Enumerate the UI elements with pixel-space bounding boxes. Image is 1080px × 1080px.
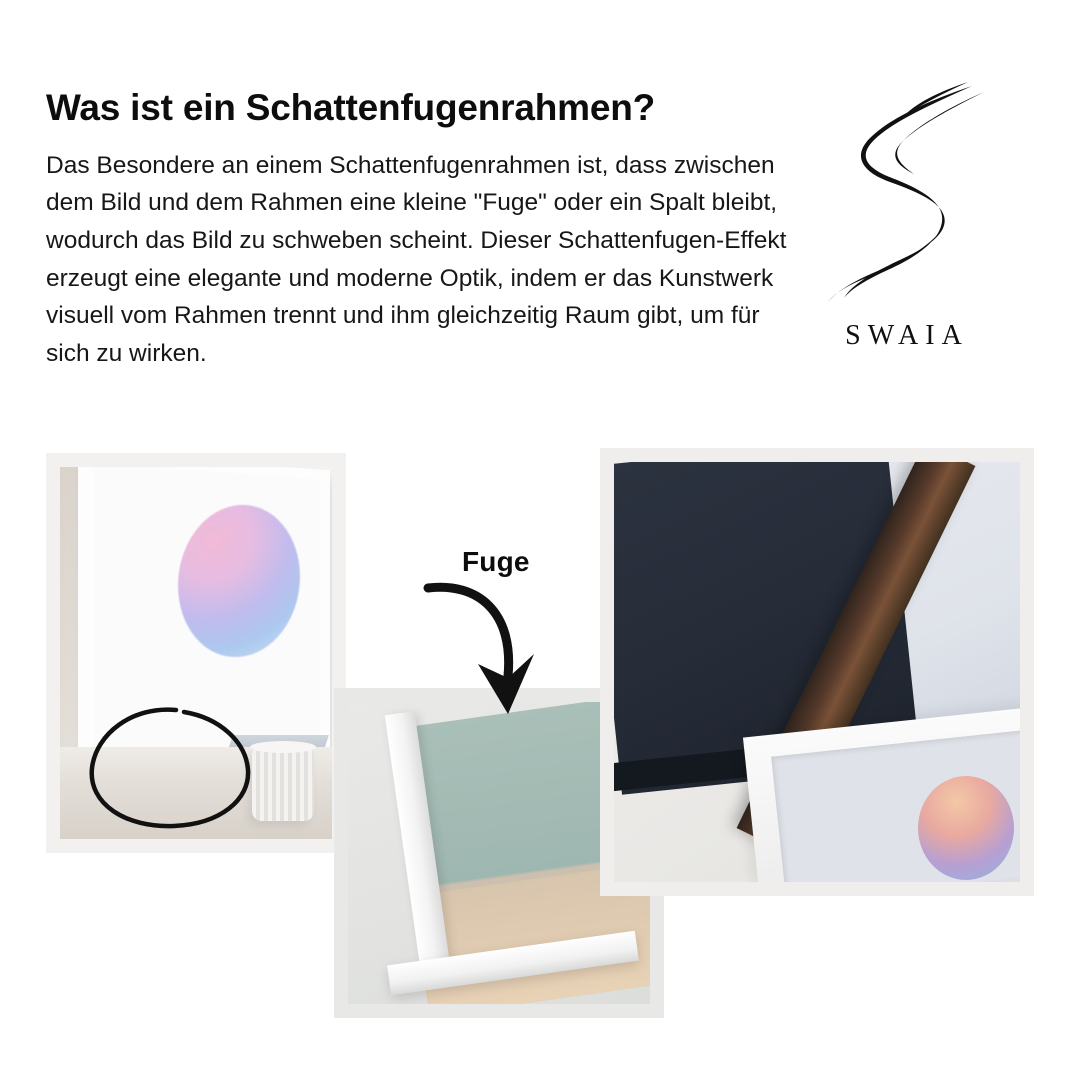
brand-logo (812, 82, 1002, 372)
swaia-s-logo-icon (822, 82, 992, 317)
fuge-annotation-label: Fuge (462, 546, 530, 577)
image-gallery (0, 420, 1080, 1060)
photo-dark-wood-frame-detail (600, 448, 1034, 896)
curved-down-arrow-icon (410, 580, 540, 730)
hand-drawn-ellipse-icon (80, 700, 255, 835)
intro-paragraph: Das Besondere an einem Schattenfugenrahmen ist, dass zwischen dem Bild und dem Rahmen eine kleine "Fuge" oder ein Spalt bleibt, wodurch das Bild zu schweben scheint. Dieser Schattenfugen-Effekt erzeugt eine elegante und moderne Optik, indem er das Kunstwerk visuell vom Rahmen trennt und ihm gleichzeitig Raum gibt, um für sich zu wirken. (46, 151, 787, 368)
brand-wordmark: SWAIA (845, 320, 969, 351)
page-title: Was ist ein Schattenfugenrahmen? (46, 86, 655, 128)
